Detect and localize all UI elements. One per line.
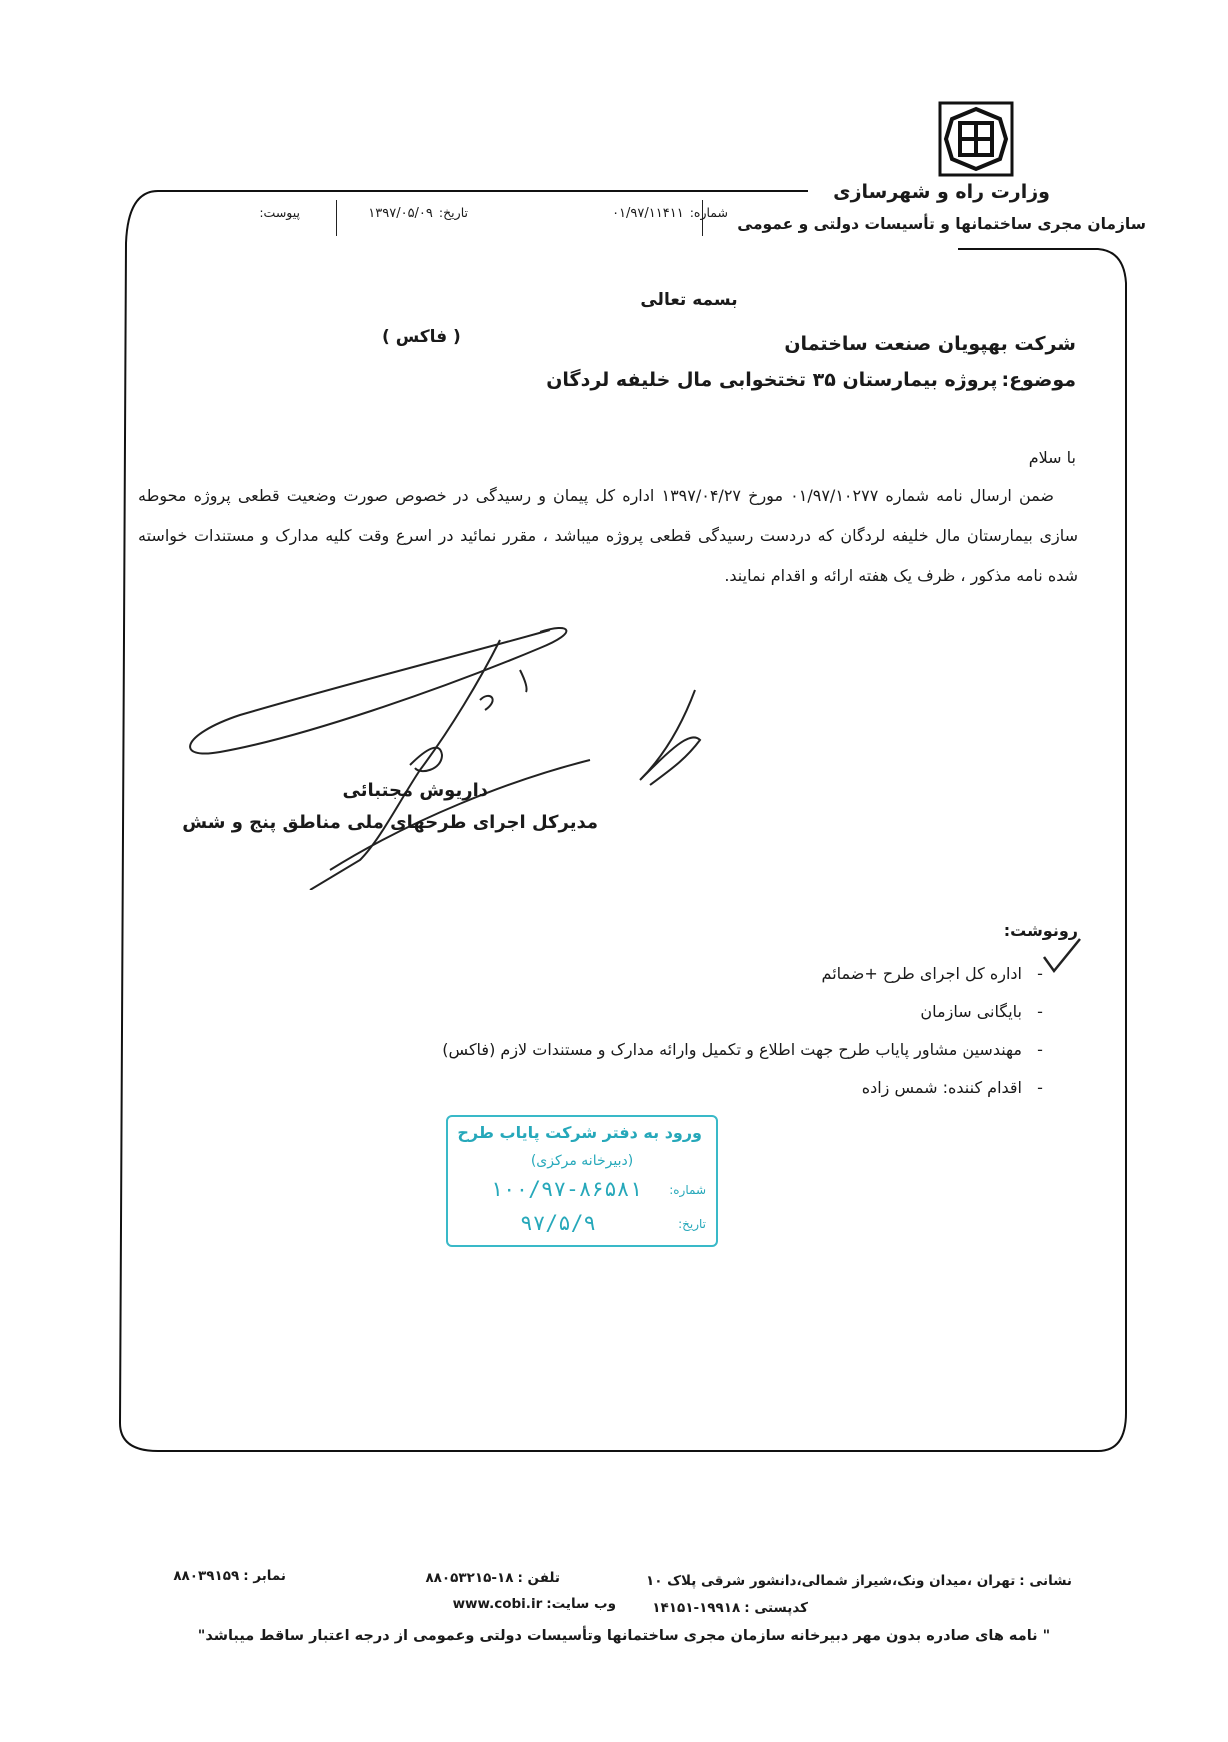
receipt-stamp [446,1115,718,1247]
cc-item-text: بایگانی سازمان [920,1002,1022,1021]
letter-number [612,205,728,221]
ministry-name: وزارت راه و شهرسازی [833,181,1050,203]
stamp-date-label: تاریخ: [678,1217,706,1231]
footer-validity-note: " نامه های صادره بدون مهر دبیرخانه سازمان مجری ساختمانها وتأسیسات دولتی وعمومی از درجه اعتبار ساقط میباشد" [197,1628,1051,1644]
stamp-number-label: شماره: [669,1183,706,1197]
letter-number-value: ۰۱/۹۷/۱۱۴۱۱ [612,206,684,221]
footer-fax-label: نمابر : [243,1568,286,1584]
letter-attachment [259,205,300,221]
letter-date-value: ۱۳۹۷/۰۵/۰۹ [368,206,433,221]
letter-date [368,205,468,221]
letter-attachment-label: پیوست: [259,205,300,220]
cc-item-text: اقدام کننده: شمس زاده [861,1078,1022,1097]
cc-item-text: مهندسین مشاور پایاب طرح جهت اطلاع و تکمیل وارائه مدارک و مستندات لازم (فاکس) [442,1040,1022,1059]
stamp-date-value: ۹۷/۵/۹ [520,1211,596,1235]
bismillah: بسمه تعالی [640,290,738,310]
stamp-title: ورود به دفتر شرکت پایاب طرح [457,1123,702,1142]
recipient-name: شرکت بهپویان صنعت ساختمان [784,333,1076,355]
fax-note: ( فاکس ) [382,327,461,347]
meta-separator [336,200,337,236]
list-item [442,1031,1058,1069]
list-bullet: - [1037,1078,1043,1097]
handwritten-signature [180,620,780,890]
header-rule [336,190,806,191]
organization-name: سازمان مجری ساختمانها و تأسیسات دولتی و عمومی [737,215,1146,233]
list-item [442,993,1058,1031]
footer-phone [425,1570,560,1586]
footer-website-label: وب سایت: [546,1596,616,1612]
list-bullet: - [1037,1002,1043,1021]
footer-website [453,1596,616,1612]
ministry-logo [938,101,1014,177]
signer-title: مدیرکل اجرای طرحهای ملی مناطق پنج و شش [182,812,598,833]
list-item [442,955,1058,993]
cc-list [442,955,1058,1107]
signer-name: داریوش مجتبائی [342,780,488,801]
footer-fax-value: ۸۸۰۳۹۱۵۹ [173,1568,240,1584]
footer-address [646,1573,1072,1589]
stamp-subtitle: (دبیرخانه مرکزی) [530,1153,634,1169]
subject-label: موضوع: [1001,369,1076,391]
cc-heading: رونوشت: [1003,921,1078,940]
meta-separator [702,200,703,236]
cc-item-text: اداره کل اجرای طرح +ضمائم [821,964,1022,983]
letter-number-label: شماره: [689,205,728,220]
footer-postal [652,1600,808,1616]
list-bullet: - [1037,1040,1043,1059]
footer-address-label: نشانی : [1019,1573,1072,1589]
footer-postal-value: ۱۹۹۱۸-۱۴۱۵۱ [652,1600,741,1616]
list-item [442,1069,1058,1107]
body-paragraph: ضمن ارسال نامه شماره ۰۱/۹۷/۱۰۲۷۷ مورخ ۱۳۹۷/۰۴/۲۷ اداره کل پیمان و رسیدگی در خصوص صورت وضعیت قطعی پروژه محوطه سازی بیمارستان مال خلیفه لردگان که دردست رسیدگی قطعی پروژه میباشد ، مقرر نمائید در اسرع وقت کلیه مدارک و مستندات خواسته شده نامه مذکور ، ظرف یک هفته ارائه و اقدام نمایند. [138,486,1078,585]
footer-address-value: تهران ،میدان ونک،شیراز شمالی،دانشور شرقی پلاک ۱۰ [645,1573,1016,1589]
letter-date-label: تاریخ: [438,205,468,220]
subject-line [546,369,1076,391]
footer-fax [173,1568,286,1584]
footer-phone-label: تلفن : [517,1570,560,1586]
footer-website-value[interactable]: www.cobi.ir [452,1596,543,1612]
footer-phone-value: ۱۸-۸۸۰۵۳۲۱۵ [425,1570,514,1586]
greeting: با سلام [1028,448,1076,467]
list-bullet: - [1037,964,1043,983]
footer-postal-label: کدپستی : [744,1600,808,1616]
subject-text: پروژه بیمارستان ۳۵ تختخوابی مال خلیفه لردگان [546,369,998,391]
stamp-number-value: ۱۰۰/۹۷-۸۶۵۸۱ [490,1177,642,1201]
